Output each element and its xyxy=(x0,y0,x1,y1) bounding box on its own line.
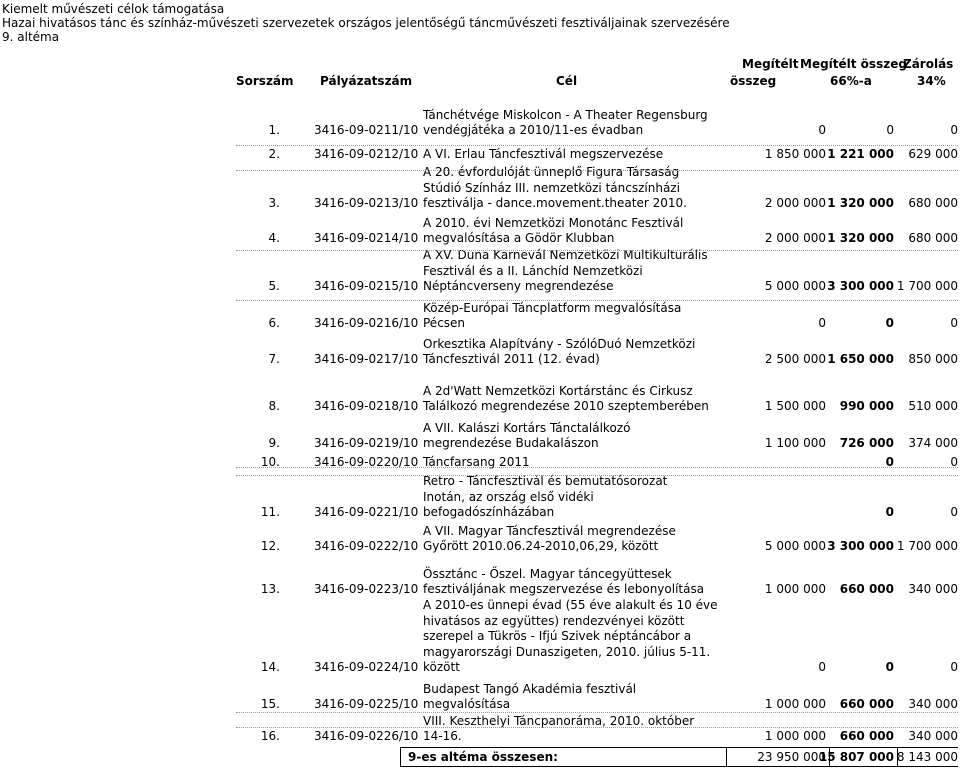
application-number: 3416-09-0223/10 xyxy=(314,582,419,596)
amount-66: 3 300 000 xyxy=(827,279,894,293)
amount: 1 000 000 xyxy=(764,697,826,711)
goal-text: Tánchétvége Miskolcon - A Theater Regensburg xyxy=(423,107,708,122)
goal-text: Találkozó megrendezése 2010 szeptemberében xyxy=(423,399,709,413)
row-number: 15. xyxy=(260,697,280,711)
reserve-34: 0 xyxy=(950,505,958,519)
goal-text: A VII. Kalászi Kortárs Tánctalálkozó xyxy=(423,420,631,435)
header-line-1: Kiemelt művészeti célok támogatása xyxy=(2,2,225,16)
amount: 1 000 000 xyxy=(764,729,826,743)
goal-text: hivatásos az együttes) rendezvényei között xyxy=(423,613,685,628)
goal-text: Fesztivál és a II. Lánchíd Nemzetközi xyxy=(423,263,643,278)
amount: 0 xyxy=(818,316,826,330)
application-number: 3416-09-0216/10 xyxy=(314,316,419,330)
row-number: 3. xyxy=(268,196,280,210)
amount-66: 0 xyxy=(885,316,894,330)
reserve-34: 340 000 xyxy=(908,697,958,711)
application-number: 3416-09-0226/10 xyxy=(314,729,419,743)
row-number: 6. xyxy=(268,316,280,330)
reserve-34: 680 000 xyxy=(908,196,958,210)
goal-text: Össztánc - Őszel. Magyar táncegyüttesek xyxy=(423,566,672,581)
row-separator xyxy=(236,467,958,468)
row-number: 9. xyxy=(268,436,280,450)
amount-66: 0 xyxy=(885,505,894,519)
goal-text: Inotán, az ország első vidéki xyxy=(423,489,594,504)
goal-text: Közép-Európai Táncplatform megvalósítása xyxy=(423,300,682,315)
goal-text: Stúdió Színház III. nemzetközi táncszínházi xyxy=(423,180,680,195)
goal-text: Pécsen xyxy=(423,316,466,330)
total-amount: 23 950 000 xyxy=(757,750,826,764)
goal-text: A VII. Magyar Táncfesztivál megrendezése xyxy=(423,523,676,538)
application-number: 3416-09-0220/10 xyxy=(314,455,419,469)
col-header-amount66-1: Megítélt összeg xyxy=(800,57,907,71)
goal-text: Táncfesztivál 2011 (12. évad) xyxy=(423,352,600,366)
reserve-34: 0 xyxy=(950,455,958,469)
row-number: 4. xyxy=(268,231,280,245)
total-sep-2 xyxy=(829,747,830,766)
amount-66: 990 000 xyxy=(839,399,894,413)
row-number: 13. xyxy=(260,582,280,596)
amount: 1 850 000 xyxy=(764,147,826,161)
amount-66: 660 000 xyxy=(839,729,894,743)
reserve-34: 680 000 xyxy=(908,231,958,245)
goal-text: Retro - Táncfesztivál és bemutatósorozat xyxy=(423,474,668,488)
application-number: 3416-09-0213/10 xyxy=(314,196,419,210)
row-separator xyxy=(236,712,958,713)
col-header-reserve-2: 34% xyxy=(917,74,946,88)
amount-66: 3 300 000 xyxy=(827,539,894,553)
amount-66: 1 221 000 xyxy=(827,147,894,161)
goal-text: megvalósítása a Gödör Klubban xyxy=(423,231,615,245)
amount: 5 000 000 xyxy=(764,539,826,553)
goal-text: Budapest Tangó Akadémia fesztivál xyxy=(423,681,637,696)
row-number: 7. xyxy=(268,352,280,366)
application-number: 3416-09-0215/10 xyxy=(314,279,419,293)
goal-text: A VI. Erlau Táncfesztivál megszervezése xyxy=(423,147,664,161)
goal-text: magyarországi Dunaszigeten, 2010. július 5-11. xyxy=(423,644,711,659)
total-left-line xyxy=(400,747,401,766)
goal-text: A 20. évfordulóját ünneplő Figura Társaság xyxy=(423,165,680,179)
reserve-34: 0 xyxy=(950,316,958,330)
goal-text: A 2010-es ünnepi évad (55 éve alakult és 10 éve xyxy=(423,598,718,612)
total-top-line xyxy=(400,747,958,748)
amount: 0 xyxy=(818,660,826,674)
amount: 1 100 000 xyxy=(764,436,826,450)
reserve-34: 629 000 xyxy=(908,147,958,161)
amount-66: 660 000 xyxy=(839,697,894,711)
amount: 2 000 000 xyxy=(764,231,826,245)
total-amount66: 15 807 000 xyxy=(818,750,894,764)
application-number: 3416-09-0218/10 xyxy=(314,399,419,413)
amount-66: 0 xyxy=(886,123,894,137)
application-number: 3416-09-0211/10 xyxy=(314,123,419,137)
col-header-goal: Cél xyxy=(556,74,578,88)
application-number: 3416-09-0224/10 xyxy=(314,660,419,674)
row-number: 8. xyxy=(268,399,280,413)
reserve-34: 340 000 xyxy=(908,582,958,596)
application-number: 3416-09-0217/10 xyxy=(314,352,419,366)
row-number: 16. xyxy=(260,729,280,743)
goal-text: Győrött 2010.06.24-2010,06,29, között xyxy=(423,539,659,553)
goal-text: A XV. Duna Karnevál Nemzetközi Multikulturális xyxy=(423,248,708,262)
reserve-34: 0 xyxy=(950,123,958,137)
total-sep-1 xyxy=(726,747,727,766)
application-number: 3416-09-0221/10 xyxy=(314,505,419,519)
reserve-34: 1 700 000 xyxy=(896,539,958,553)
col-header-app: Pályázatszám xyxy=(320,74,413,88)
amount-66: 660 000 xyxy=(839,582,894,596)
goal-text: között xyxy=(423,660,460,674)
amount: 1 000 000 xyxy=(764,582,826,596)
amount-66: 0 xyxy=(885,455,894,469)
application-number: 3416-09-0225/10 xyxy=(314,697,419,711)
amount: 2 500 000 xyxy=(764,352,826,366)
goal-text: fesztiváljának megszervezése és lebonyolítása xyxy=(423,582,705,596)
row-separator xyxy=(236,475,958,476)
amount-66: 1 320 000 xyxy=(827,196,894,210)
goal-text: A 2010. évi Nemzetközi Monotánc Fesztivál xyxy=(423,215,684,230)
application-number: 3416-09-0219/10 xyxy=(314,436,419,450)
amount: 1 500 000 xyxy=(764,399,826,413)
goal-text: 14-16. xyxy=(423,729,462,743)
application-number: 3416-09-0222/10 xyxy=(314,539,419,553)
reserve-34: 510 000 xyxy=(908,399,958,413)
amount: 0 xyxy=(818,123,826,137)
amount-66: 1 320 000 xyxy=(827,231,894,245)
reserve-34: 0 xyxy=(950,660,958,674)
goal-text: Néptáncverseny megrendezése xyxy=(423,279,614,293)
row-separator xyxy=(236,250,958,251)
col-header-no: Sorszám xyxy=(236,74,294,88)
amount: 5 000 000 xyxy=(764,279,826,293)
header-line-2: Hazai hivatásos tánc és színház-művészeti szervezetek országos jelentőségű táncművészeti fesztiváljainak szervezésére xyxy=(2,16,730,30)
row-number: 5. xyxy=(268,279,280,293)
goal-text: vendégjátéka a 2010/11-es évadban xyxy=(423,123,644,137)
row-separator xyxy=(236,727,958,728)
amount-66: 1 650 000 xyxy=(827,352,894,366)
goal-text: Táncfarsang 2011 xyxy=(423,455,530,469)
amount-66: 0 xyxy=(885,660,894,674)
goal-text: VIII. Keszthelyi Táncpanoráma, 2010. október xyxy=(423,713,695,728)
total-label: 9-es altéma összesen: xyxy=(408,750,558,764)
total-reserve: 8 143 000 xyxy=(896,750,958,764)
reserve-34: 340 000 xyxy=(908,729,958,743)
row-number: 11. xyxy=(260,505,280,519)
goal-text: megrendezése Budakalászon xyxy=(423,436,599,450)
reserve-34: 850 000 xyxy=(908,352,958,366)
row-separator xyxy=(236,300,958,301)
amount-66: 726 000 xyxy=(839,436,894,450)
row-number: 2. xyxy=(268,147,280,161)
amount: 2 000 000 xyxy=(764,196,826,210)
row-number: 14. xyxy=(260,660,280,674)
application-number: 3416-09-0214/10 xyxy=(314,231,419,245)
row-number: 12. xyxy=(260,539,280,553)
goal-text: befogadószínházában xyxy=(423,505,555,519)
goal-text: Orkesztika Alapítvány - SzólóDuó Nemzetközi xyxy=(423,336,696,351)
row-number: 10. xyxy=(260,455,280,469)
total-sep-3 xyxy=(897,747,898,766)
total-bottom-line xyxy=(400,766,958,767)
row-separator xyxy=(236,170,958,171)
goal-text: fesztiválja - dance.movement.theater 2010. xyxy=(423,196,687,210)
col-header-reserve-1: Zárolás xyxy=(903,57,954,71)
reserve-34: 1 700 000 xyxy=(896,279,958,293)
row-separator xyxy=(236,145,958,146)
header-line-3: 9. altéma xyxy=(2,30,60,44)
col-header-amount-2: összeg xyxy=(730,74,777,88)
row-number: 1. xyxy=(268,123,280,137)
goal-text: A 2d'Watt Nemzetközi Kortárstánc és Cirkusz xyxy=(423,383,693,398)
col-header-amount-1: Megítélt xyxy=(742,57,799,71)
reserve-34: 374 000 xyxy=(908,436,958,450)
application-number: 3416-09-0212/10 xyxy=(314,147,419,161)
col-header-amount66-2: 66%-a xyxy=(830,74,872,88)
goal-text: szerepel a Tükrös - Ifjú Szivek néptáncábor a xyxy=(423,629,692,643)
goal-text: megvalósítása xyxy=(423,697,511,711)
